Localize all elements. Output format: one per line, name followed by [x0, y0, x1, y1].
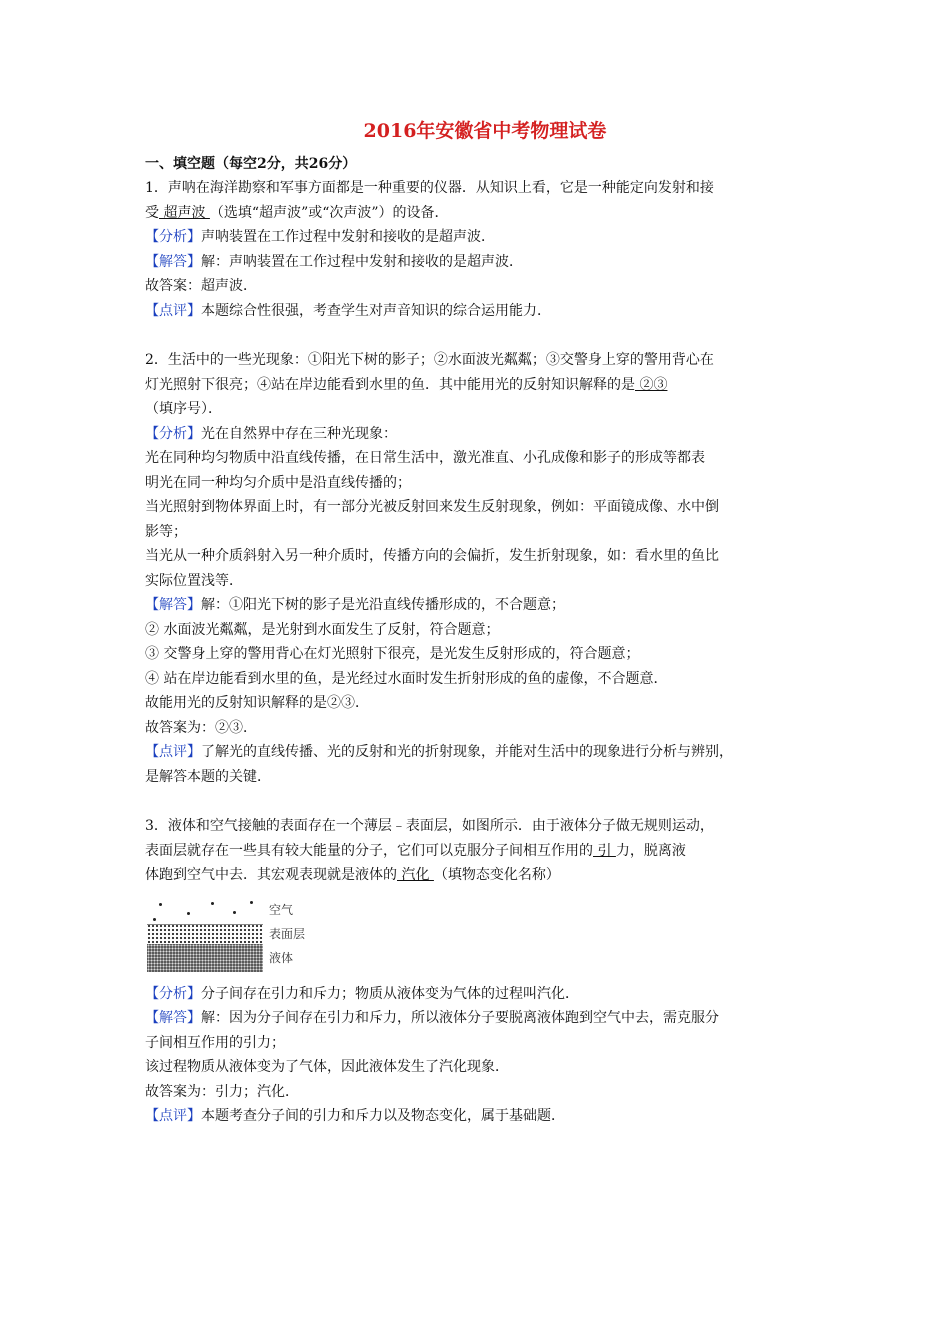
solution-line: ③ 交警身上穿的警用背心在灯光照射下很亮，是光发生反射形成的，符合题意；	[145, 646, 640, 662]
analysis-line: 当光照射到物体界面上时，有一部分光被反射回来发生反射现象，例如：平面镜成像、水中倒	[145, 499, 719, 515]
solution-line: 该过程物质从液体变为了气体，因此液体发生了汽化现象．	[145, 1059, 509, 1075]
comment-tag: 【点评】	[145, 302, 201, 319]
analysis: 【分析】分子间存在引力和斥力；物质从液体变为气体的过程叫汽化．	[145, 985, 579, 1002]
analysis-line: 实际位置浅等．	[145, 572, 243, 589]
figure-label-surface: 表面层	[269, 926, 306, 941]
question-text: 灯光照射下很亮；④站在岸边能看到水里的鱼．其中能用光的反射知识解释的是 ②③	[145, 376, 668, 393]
solution: 【解答】解：①阳光下树的影子是光沿直线传播形成的，不合题意；	[145, 597, 565, 613]
molecule-dot	[250, 901, 253, 904]
question-1	[145, 176, 825, 323]
solution-tag: 【解答】	[145, 253, 201, 270]
answer-blank: ②③	[635, 376, 668, 393]
analysis-line: 当光从一种介质斜射入另一种介质时，传播方向的会偏折，发生折射现象，如：看水里的鱼比	[145, 548, 719, 564]
question-text: 3．液体和空气接触的表面存在一个薄层﹣表面层，如图所示．由于液体分子做无规则运动，	[145, 818, 714, 834]
analysis-tag: 【分析】	[145, 229, 201, 245]
comment: 【点评】了解光的直线传播、光的反射和光的折射现象，并能对生活中的现象进行分析与辨别，	[145, 744, 733, 760]
solution-line: 子间相互作用的引力；	[145, 1034, 285, 1051]
question-text: 受 超声波 （选填“超声波”或“次声波”）的设备．	[145, 204, 449, 221]
comment: 【点评】本题考查分子间的引力和斥力以及物态变化，属于基础题．	[145, 1108, 565, 1124]
figure-label-liquid: 液体	[269, 950, 294, 965]
surface-layer-figure	[147, 894, 307, 972]
air-region	[147, 894, 263, 925]
solution: 【解答】解：声呐装置在工作过程中发射和接收的是超声波．	[145, 253, 523, 270]
page-title: 2016年安徽省中考物理试卷	[363, 120, 607, 142]
comment: 【点评】本题综合性很强，考查学生对声音知识的综合运用能力．	[145, 302, 551, 319]
analysis: 【分析】光在自然界中存在三种光现象：	[145, 425, 397, 442]
final-answer: 故答案为：②③．	[145, 719, 257, 736]
solution-tag: 【解答】	[145, 1010, 201, 1026]
answer-blank: 引	[593, 842, 616, 859]
question-text: 表面层就存在一些具有较大能量的分子，它们可以克服分子间相互作用的 引 力，脱离液	[145, 842, 686, 859]
comment-tag: 【点评】	[145, 744, 201, 760]
question-text: 体跑到空气中去．其宏观表现就是液体的 汽化 （填物态变化名称）	[145, 867, 560, 883]
molecule-dot	[153, 918, 156, 921]
analysis-tag: 【分析】	[145, 425, 201, 442]
molecule-dot	[159, 903, 162, 906]
question-text: 2．生活中的一些光现象：①阳光下树的影子；②水面波光粼粼；③交警身上穿的警用背心在	[145, 352, 714, 368]
question-text: 1．声呐在海洋勘察和军事方面都是一种重要的仪器．从知识上看，它是一种能定向发射和接	[145, 180, 714, 196]
comment-tag: 【点评】	[145, 1108, 201, 1124]
surface-layer-region	[147, 924, 263, 944]
solution-line: ② 水面波光粼粼，是光射到水面发生了反射，符合题意；	[145, 621, 500, 638]
solution-line: ④ 站在岸边能看到水里的鱼，是光经过水面时发生折射形成的鱼的虚像，不合题意．	[145, 670, 668, 687]
molecule-dot	[233, 911, 236, 914]
analysis-tag: 【分析】	[145, 985, 201, 1002]
figure-label-air: 空气	[269, 902, 294, 917]
exam-page	[145, 118, 825, 1129]
section-heading: 一、填空题（每空2分，共26分）	[145, 156, 357, 172]
solution-line: 故能用光的反射知识解释的是②③．	[145, 695, 369, 711]
question-3	[145, 814, 825, 1129]
answer-blank: 超声波	[159, 204, 210, 221]
question-2	[145, 348, 825, 789]
liquid-region	[147, 944, 263, 972]
question-text: （填序号）．	[145, 401, 222, 417]
solution-tag: 【解答】	[145, 597, 201, 613]
molecule-dot	[211, 902, 214, 905]
final-answer: 故答案为：引力；汽化．	[145, 1083, 299, 1100]
final-answer: 故答案：超声波．	[145, 278, 257, 294]
analysis-line: 光在同种均匀物质中沿直线传播，在日常生活中，激光准直、小孔成像和影子的形成等都表	[145, 450, 705, 466]
analysis-line: 影等；	[145, 523, 187, 540]
analysis-line: 明光在同一种均匀介质中是沿直线传播的；	[145, 474, 411, 491]
molecule-dot	[187, 912, 190, 915]
analysis: 【分析】声呐装置在工作过程中发射和接收的是超声波．	[145, 229, 495, 245]
comment-line: 是解答本题的关键．	[145, 768, 271, 785]
solution: 【解答】解：因为分子间存在引力和斥力，所以液体分子要脱离液体跑到空气中去，需克服分	[145, 1010, 719, 1026]
answer-blank: 汽化	[397, 867, 434, 883]
